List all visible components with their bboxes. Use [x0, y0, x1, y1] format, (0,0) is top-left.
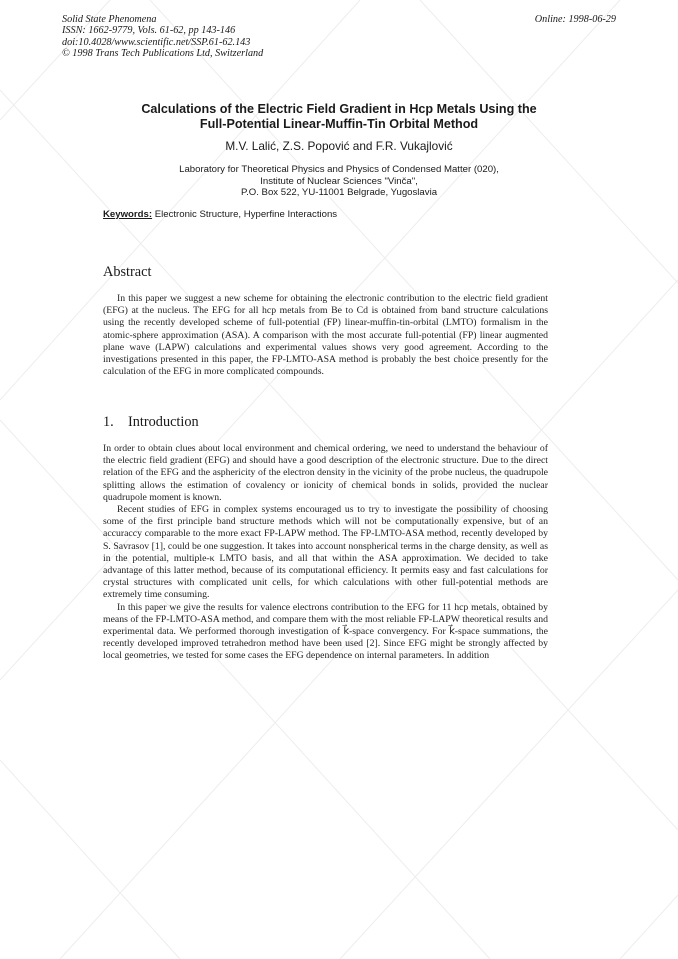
keywords-text: Electronic Structure, Hyperfine Interactions — [154, 209, 338, 220]
abstract-text: In this paper we suggest a new scheme for obtaining the electronic contribution to the electric field gradient (EFG) at the nucleus. The EFG for all hcp metals from Be to Cd is obtained from band structure calculations using the recently developed scheme of full-potential (FP) linear-muffin-tin-orbital (LMTO) formalism in the atomic-sphere approximation (ASA). A comparison with the most accurate full-potential (FP) linear augmented plane wave (LAPW) calculations and experimental values shows very good agreement. According to the investigations presented in this paper, the FP-LMTO-ASA method is probably the best choice presently for the calculation of the EFG in more complicated compounds. — [103, 293, 548, 378]
affiliation-line-2: Institute of Nuclear Sciences "Vinča", — [260, 175, 418, 187]
journal-copyright: © 1998 Trans Tech Publications Ltd, Switzerland — [62, 48, 264, 60]
introduction-body — [103, 443, 548, 663]
affiliation-line-3: P.O. Box 522, YU-11001 Belgrade, Yugoslavia — [240, 187, 438, 199]
title-line-2: Full-Potential Linear-Muffin-Tin Orbital Method — [199, 117, 479, 132]
journal-issn: ISSN: 1662-9779, Vols. 61-62, pp 143-146 — [62, 25, 236, 37]
journal-header — [62, 14, 263, 60]
journal-doi[interactable]: doi:10.4028/www.scientific.net/SSP.61-62.143 — [62, 36, 251, 48]
journal-name: Solid State Phenomena — [62, 14, 157, 25]
abstract-heading: Abstract — [103, 264, 152, 280]
intro-paragraph-2: Recent studies of EFG in complex systems encouraged us to try to investigate the possibility of choosing some of the first principle band structure methods which will not be computationally expensive, but of an accuraccy comparable to the more exact FP-LAPW method. The FP-LMTO-ASA method, recently developed by S. Savrasov [1], could be one suggestion. It takes into account nonspherical terms in the charge density, as well as in the potential, multiple-κ LMTO basis, and all that within the ASA approximation. We decided to take advantage of this latter method, because of its computational efficiency. It permits easy and fast calculations for crystal structures with complicated unit cells, for which calculations with other full-potential methods are extremely time consuming. — [103, 504, 548, 601]
keywords — [103, 209, 337, 220]
intro-paragraph-1: In order to obtain clues about local environment and chemical ordering, we need to understand the behaviour of the electric field gradient (EFG) and should have a good description of the electronic structure. Due to the direct relation of the EFG and the asphericity of the electron density in the vicinity of the probe nucleus, the quadrupole splitting allows the estimation of covalency or ionicity of chemical bonds in solids, provided the nuclear quadrupole moment is known. — [103, 443, 548, 503]
section-title: Introduction — [128, 414, 199, 430]
affiliation-line-1: Laboratory for Theoretical Physics and Physics of Condensed Matter (020), — [179, 164, 499, 175]
keywords-label: Keywords: — [103, 209, 153, 220]
affiliation — [90, 164, 588, 199]
introduction-heading — [103, 414, 199, 431]
title-line-1: Calculations of the Electric Field Gradient in Hcp Metals Using the — [141, 102, 537, 116]
paper-title — [90, 102, 588, 133]
section-number: 1. — [103, 414, 114, 430]
online-date: Online: 1998-06-29 — [534, 14, 616, 25]
intro-paragraph-3: In this paper we give the results for valence electrons contribution to the EFG for 11 hcp metals, obtained by means of the FP-LMTO-ASA method, and compare them with the most reliable FP-LAPW theoretical results and experimental data. We performed thorough investigation of k⃗-space convergency. For k⃗-space summations, the recently developed improved tetrahedron method have been used [2]. Since EFG might be strongly affected by local geometries, we tested for some cases the EFG dependence on internal parameters. In addition — [103, 601, 548, 662]
author-list: M.V. Lalić, Z.S. Popović and F.R. Vukajlović — [225, 139, 453, 153]
abstract-body — [103, 293, 548, 378]
